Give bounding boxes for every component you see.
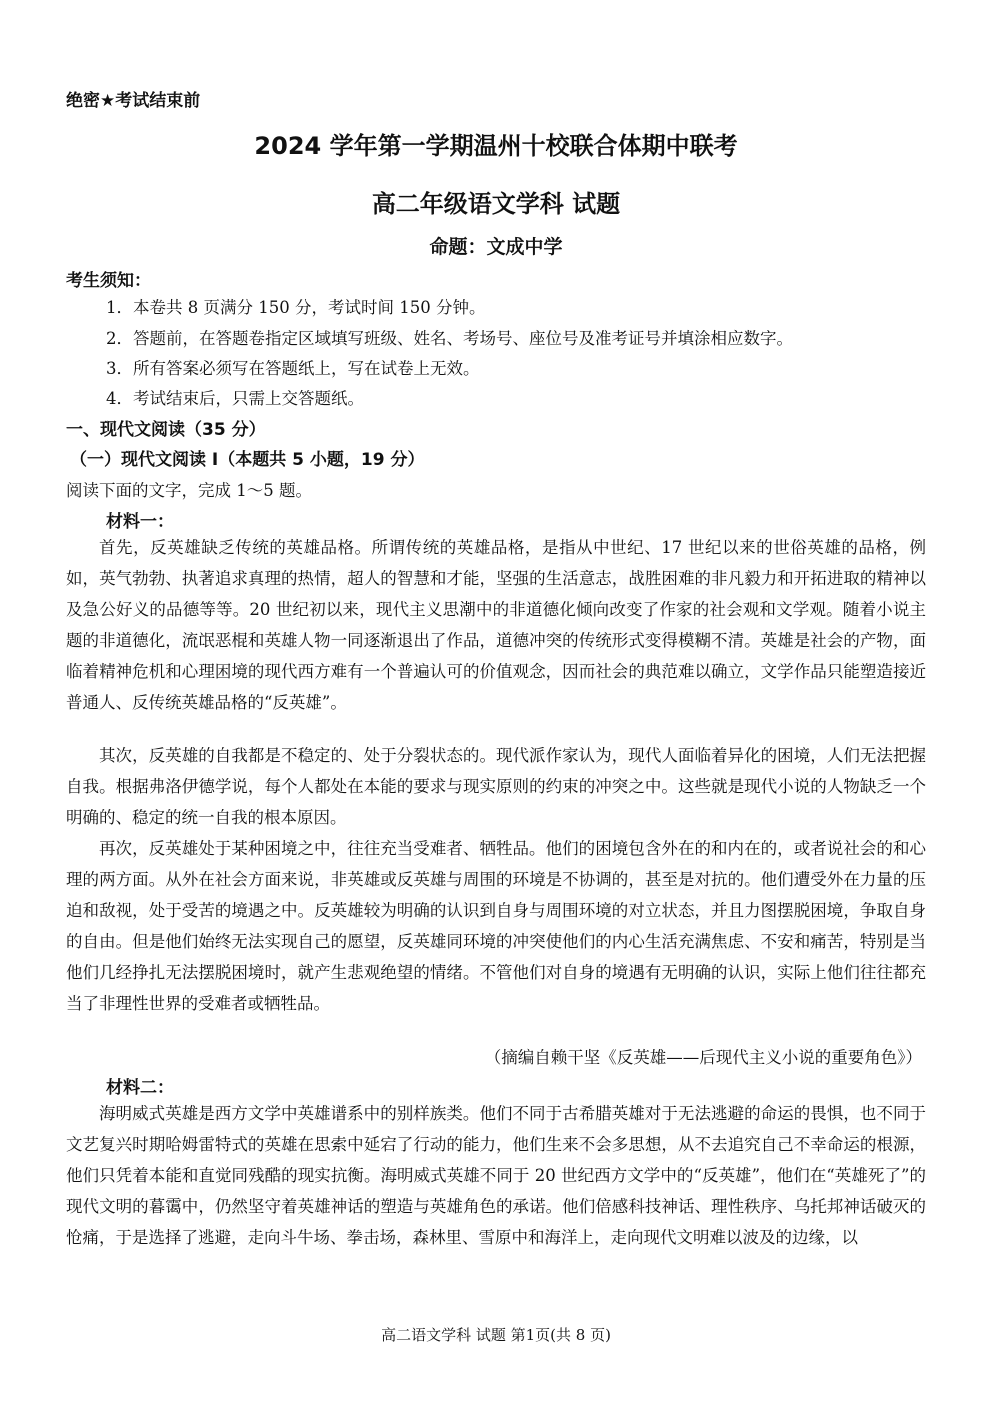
notice-heading: 考生须知： (66, 271, 151, 291)
material-one-label: 材料一： (106, 512, 174, 532)
page-footer: 高二语文学科 试题 第1页(共 8 页) (381, 1326, 611, 1344)
material-two-paragraph: 海明威式英雄是西方文学中英雄谱系中的别样族类。他们不同于古希腊英雄对于无法逃避的命运的畏惧，也不同于文艺复兴时期哈姆雷特式的英雄在思索中延宕了行动的能力，他们生来不会多思想，从不去追究自己不幸命运的根源，他们只凭着本能和直觉同残酷的现实抗衡。海明威式英雄不同于 20 世纪西方文学中的“反英雄”，他们在“英雄死了”的现代文明的暮霭中，仍然坚守着英雄神话的塑造与英雄角色的承诺。他们倍感科技神话、理性秩序、乌托邦神话破灭的怆痛，于是选择了逃避，走向斗牛场、拳击场，森林里、雪原中和海洋上，走向现代文明难以波及的边缘，以 (66, 1104, 926, 1247)
material-one-paragraph: 其次，反英雄的自我都是不稳定的、处于分裂状态的。现代派作家认为，现代人面临着异化的困境，人们无法把握自我。根据弗洛伊德学说，每个人都处在本能的要求与现实原则的约束的冲突之中。这些就是现代小说的人物缺乏一个明确的、稳定的统一自我的根本原因。 (66, 746, 926, 827)
material-one-source: （摘编自赖干坚《反英雄——后现代主义小说的重要角色》） (484, 1048, 922, 1067)
notice-item: 3．所有答案必须写在答题纸上，写在试卷上无效。 (106, 359, 480, 378)
exam-author: 命题：文成中学 (429, 236, 563, 258)
subsection-heading: （一）现代文阅读 I（本题共 5 小题，19 分） (70, 450, 425, 470)
notice-item: 2．答题前，在答题卷指定区域填写班级、姓名、考场号、座位号及准考证号并填涂相应数字。 (106, 329, 793, 348)
section-heading: 一、现代文阅读（35 分） (66, 420, 266, 440)
notice-item: 1．本卷共 8 页满分 150 分，考试时间 150 分钟。 (106, 298, 486, 317)
material-one-paragraph: 再次，反英雄处于某种困境之中，往往充当受难者、牺牲品。他们的困境包含外在的和内在的，或者说社会的和心理的两方面。从外在社会方面来说，非英雄或反英雄与周围的环境是不协调的，甚至是对抗的。他们遭受外在力量的压迫和敌视，处于受苦的境遇之中。反英雄较为明确的认识到自身与周围环境的对立状态，并且力图摆脱困境，争取自身的自由。但是他们始终无法实现自己的愿望，反英雄同环境的冲突使他们的内心生活充满焦虑、不安和痛苦，特别是当他们几经挣扎无法摆脱困境时，就产生悲观绝望的情绪。不管他们对自身的境遇有无明确的认识，实际上他们往往都充当了非理性世界的受难者或牺牲品。 (66, 839, 926, 1013)
material-one-paragraph: 首先，反英雄缺乏传统的英雄品格。所谓传统的英雄品格，是指从中世纪、17 世纪以来的世俗英雄的品格，例如，英气勃勃、执著追求真理的热情，超人的智慧和才能，坚强的生活意志，战胜困难的非凡毅力和开拓进取的精神以及急公好义的品德等等。20 世纪初以来，现代主义思潮中的非道德化倾向改变了作家的社会观和文学观。随着小说主题的非道德化，流氓恶棍和英雄人物一同逐渐退出了作品，道德冲突的传统形式变得模糊不清。英雄是社会的产物，面临着精神危机和心理困境的现代西方难有一个普遍认可的价值观念，因而社会的典范难以确立，文学作品只能塑造接近普通人、反传统英雄品格的“反英雄”。 (66, 538, 926, 712)
reading-instruction: 阅读下面的文字，完成 1～5 题。 (66, 481, 312, 500)
exam-title: 2024 学年第一学期温州十校联合体期中联考 (254, 132, 738, 160)
material-two-label: 材料二： (106, 1078, 174, 1098)
exam-subtitle: 高二年级语文学科 试题 (371, 190, 621, 218)
notice-item: 4．考试结束后，只需上交答题纸。 (106, 389, 364, 408)
confidential-mark: 绝密★考试结束前 (66, 91, 201, 111)
